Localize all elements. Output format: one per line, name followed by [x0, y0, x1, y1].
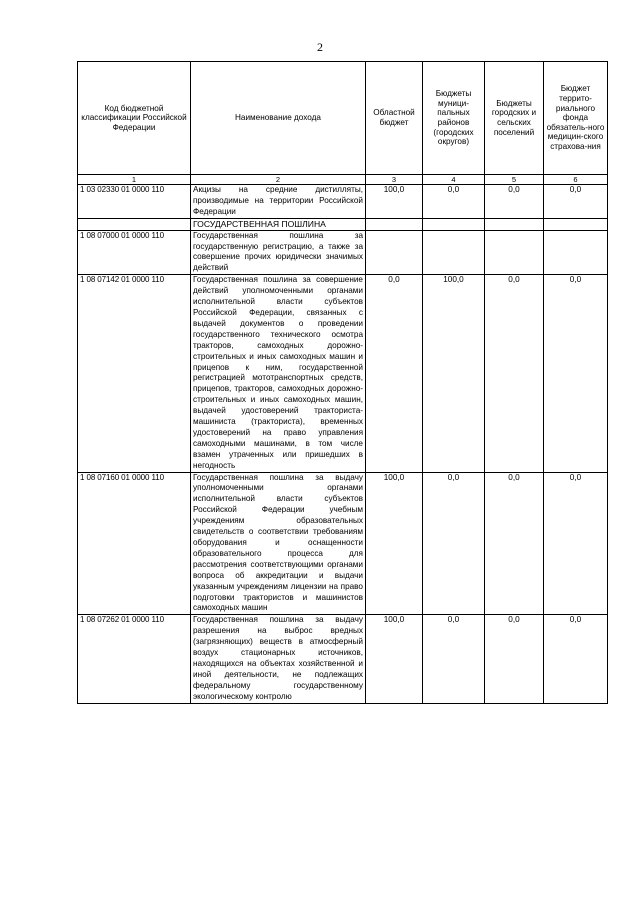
row-code: 1 08 07000 01 0000 110 — [78, 230, 191, 275]
row-value-insurance-fund: 0,0 — [544, 185, 608, 219]
column-number-row — [78, 175, 608, 185]
empty-cell — [485, 218, 544, 230]
row-value-insurance-fund: 0,0 — [544, 615, 608, 703]
row-code: 1 08 07160 01 0000 110 — [78, 472, 191, 615]
column-number: 4 — [423, 175, 485, 185]
row-name: Акцизы на средние дистилляты, производимые на территории Российской Федерации — [191, 185, 366, 219]
section-row — [78, 218, 608, 230]
row-value-municipal: 100,0 — [423, 275, 485, 472]
row-value-settlement — [485, 230, 544, 275]
table-header-row — [78, 62, 608, 175]
header-name: Наименование дохода — [191, 62, 366, 175]
row-value-regional: 100,0 — [366, 185, 423, 219]
row-name: Государственная пошлина за государственную регистрацию, а также за совершение прочих юридически значимых действий — [191, 230, 366, 275]
row-value-insurance-fund: 0,0 — [544, 472, 608, 615]
header-code: Код бюджетной классификации Российской Федерации — [78, 62, 191, 175]
column-number: 3 — [366, 175, 423, 185]
column-number: 1 — [78, 175, 191, 185]
row-value-municipal — [423, 230, 485, 275]
row-code: 1 08 07142 01 0000 110 — [78, 275, 191, 472]
header-regional-budget: Областной бюджет — [366, 62, 423, 175]
row-code: 1 03 02330 01 0000 110 — [78, 185, 191, 219]
row-value-regional: 0,0 — [366, 275, 423, 472]
header-settlement-budgets: Бюджеты городских и сельских поселений — [485, 62, 544, 175]
row-value-settlement: 0,0 — [485, 275, 544, 472]
row-value-regional: 100,0 — [366, 615, 423, 703]
row-value-settlement: 0,0 — [485, 185, 544, 219]
column-number: 2 — [191, 175, 366, 185]
row-value-regional — [366, 230, 423, 275]
header-municipal-budgets: Бюджеты муници-пальных районов (городских округов) — [423, 62, 485, 175]
row-value-municipal: 0,0 — [423, 615, 485, 703]
row-value-settlement: 0,0 — [485, 472, 544, 615]
table-row — [78, 472, 608, 615]
row-name: Государственная пошлина за выдачу уполномоченными органами исполнительной власти субъектов Российской Федерации учебным учреждениям образовательных свидетельств о соответствии требованиям оборудования и оснащенности образовательного процесса для рассмотрения соответствующими органами вопроса об аккредитации и выдачи указанным учреждениям лицензии на право подготовки трактористов и машинистов самоходных машин — [191, 472, 366, 615]
row-value-municipal: 0,0 — [423, 185, 485, 219]
section-code-cell — [78, 218, 191, 230]
page-number: 2 — [317, 40, 323, 54]
revenue-distribution-table — [77, 61, 608, 704]
row-code: 1 08 07262 01 0000 110 — [78, 615, 191, 703]
row-value-settlement: 0,0 — [485, 615, 544, 703]
row-name: Государственная пошлина за выдачу разрешения на выброс вредных (загрязняющих) веществ в атмосферный воздух стационарных источников, находящихся на объектах хозяйственной и иной деятельности, не подлежащих федеральному государственному экологическому контролю — [191, 615, 366, 703]
table-row — [78, 230, 608, 275]
table-row — [78, 275, 608, 472]
column-number: 5 — [485, 175, 544, 185]
row-value-insurance-fund — [544, 230, 608, 275]
row-value-municipal: 0,0 — [423, 472, 485, 615]
row-name: Государственная пошлина за совершение действий уполномоченными органами исполнительной власти субъектов Российской Федерации, связанных с выдачей документов о проведении государственного технического осмотра тракторов, самоходных дорожно-строительных и иных самоходных машин и прицепов к ним, государственной регистрацией мототранспортных средств, прицепов, тракторов, самоходных дорожно-строительных и иных самоходных машин, выдачей удостоверений тракториста-машиниста (тракториста), временных удостоверений на право управления самоходными машинами, в том числе взамен утраченных или пришедших в негодность — [191, 275, 366, 472]
table-row — [78, 185, 608, 219]
header-insurance-fund-budget: Бюджет террито-риального фонда обязатель-ного медицин-ского страхова-ния — [544, 62, 608, 175]
row-value-regional: 100,0 — [366, 472, 423, 615]
column-number: 6 — [544, 175, 608, 185]
table-row — [78, 615, 608, 703]
empty-cell — [366, 218, 423, 230]
section-title: ГОСУДАРСТВЕННАЯ ПОШЛИНА — [191, 218, 366, 230]
empty-cell — [544, 218, 608, 230]
row-value-insurance-fund: 0,0 — [544, 275, 608, 472]
empty-cell — [423, 218, 485, 230]
